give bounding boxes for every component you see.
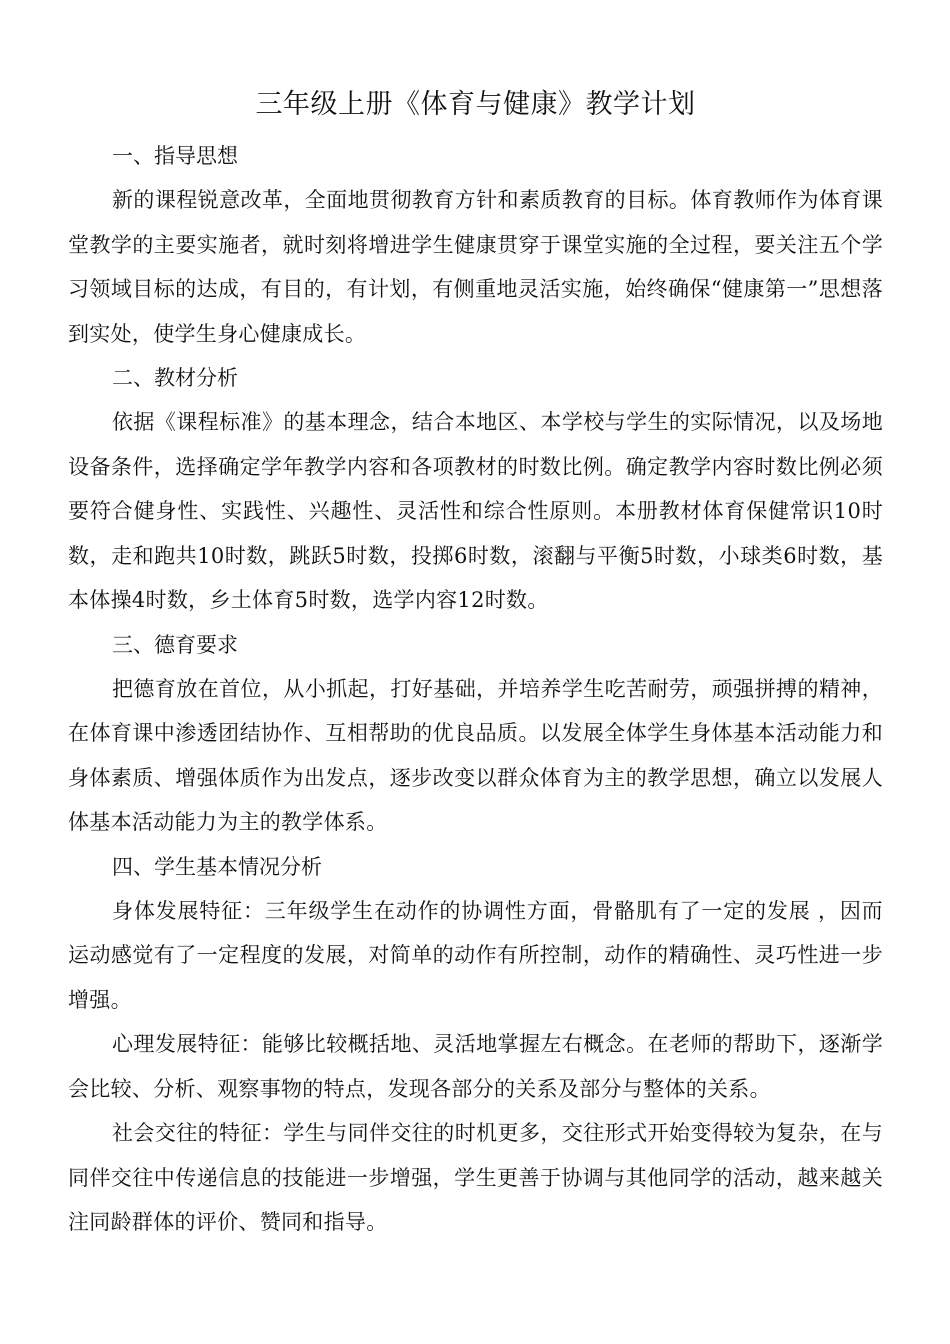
section-paragraph: 身体发展特征：三年级学生在动作的协调性方面，骨骼肌有了一定的发展 ，因而运动感觉有了一定程度的发展，对简单的动作有所控制，动作的精确性、灵巧性进一步增强。 xyxy=(68,898,883,1012)
section-heading: 二、教材分析 xyxy=(112,366,238,390)
document-title: 三年级上册《体育与健康》教学计划 xyxy=(255,89,696,120)
section-moral-education xyxy=(68,623,883,845)
section-heading: 三、德育要求 xyxy=(112,632,238,657)
section-guiding-ideology xyxy=(68,134,883,356)
section-paragraph: 新的课程锐意改革，全面地贯彻教育方针和素质教育的目标。体育教师作为体育课堂教学的主要实施者，就时刻将增进学生健康贯穿于课堂实施的全过程，要关注五个学习领域目标的达成，有目的，有计划，有侧重地灵活实施，始终确保“健康第一”思想落到实处，使学生身心健康成长。 xyxy=(68,188,883,346)
section-paragraph: 心理发展特征：能够比较概括地、灵活地掌握左右概念。在老师的帮助下，逐渐学会比较、分析、观察事物的特点，发现各部分的关系及部分与整体的关系。 xyxy=(68,1032,883,1101)
section-paragraph: 社会交往的特征：学生与同伴交往的时机更多，交往形式开始变得较为复杂，在与同伴交往中传递信息的技能进一步增强，学生更善于协调与其他同学的活动，越来越关注同龄群体的评价、赞同和指导。 xyxy=(68,1121,883,1234)
section-heading: 一、指导思想 xyxy=(112,144,238,168)
section-paragraph: 把德育放在首位，从小抓起，打好基础，并培养学生吃苦耐劳，顽强拼搏的精神，在体育课中渗透团结协作、互相帮助的优良品质。以发展全体学生身体基本活动能力和身体素质、增强体质作为出发点，逐步改变以群众体育为主的教学思想，确立以发展人体基本活动能力为主的教学体系。 xyxy=(68,676,883,834)
section-student-analysis xyxy=(68,845,883,1245)
document-page xyxy=(68,84,883,1245)
section-heading: 四、学生基本情况分析 xyxy=(112,854,322,879)
section-paragraph: 依据《课程标准》的基本理念，结合本地区、本学校与学生的实际情况，以及场地设备条件，选择确定学年教学内容和各项教材的时数比例。确定教学内容时数比例必须要符合健身性、实践性、兴趣性、灵活性和综合性原则。本册教材体育保健常识10时数，走和跑共10时数，跳跃5时数，投掷6时数，滚翻与平衡5时数，小球类6时数，基本体操4时数，乡土体育5时数，选学内容12时数。 xyxy=(68,410,883,612)
section-textbook-analysis xyxy=(68,356,883,623)
